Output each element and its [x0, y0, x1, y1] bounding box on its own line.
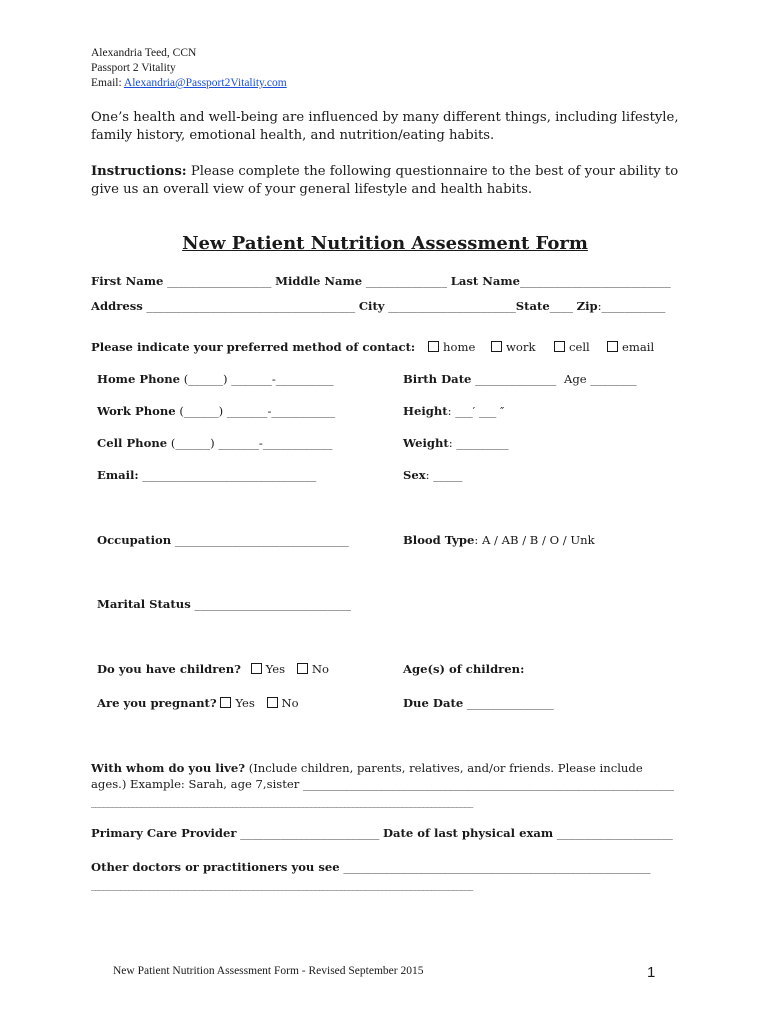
children-no-label: No [311, 662, 329, 676]
form-title: New Patient Nutrition Assessment Form [182, 233, 588, 254]
height-field[interactable]: : ___′ ___ ″ [447, 404, 505, 418]
other-doctors-field[interactable]: _____________________________________________________ [339, 860, 651, 874]
cell-phone-label: Cell Phone [97, 436, 168, 450]
contact-method-label: Please indicate your preferred method of contact: [91, 340, 416, 354]
primary-care-label: Primary Care Provider [91, 826, 237, 840]
blood-type-label: Blood Type [403, 533, 475, 547]
first-name-field[interactable]: __________________ [163, 274, 276, 288]
pregnant-row [97, 696, 299, 710]
company-name: Passport 2 Vitality [91, 62, 176, 74]
other-doctors-row [91, 860, 651, 874]
height-label: Height [403, 404, 448, 418]
occupation-row [97, 533, 349, 547]
other-doctors-label: Other doctors or practitioners you see [91, 860, 340, 874]
contact-option-label: home [443, 340, 476, 354]
address-label: Address [91, 299, 143, 313]
zip-field[interactable]: :___________ [597, 299, 666, 313]
address-row [91, 299, 665, 313]
checkbox-icon[interactable] [267, 697, 278, 708]
primary-care-field[interactable]: ________________________ [236, 826, 383, 840]
cell-phone-field[interactable]: (______) _______-____________ [167, 436, 333, 450]
email-label: Email: [91, 77, 122, 89]
middle-name-field[interactable]: ______________ [362, 274, 451, 288]
checkbox-icon[interactable] [554, 341, 565, 352]
age-field[interactable]: Age ________ [564, 372, 637, 386]
state-field[interactable]: ____ [549, 299, 577, 313]
live-with-row [91, 761, 643, 775]
children-row [97, 662, 329, 676]
checkbox-icon[interactable] [428, 341, 439, 352]
physical-exam-field[interactable]: ____________________ [553, 826, 673, 840]
work-phone-label: Work Phone [97, 404, 176, 418]
page-footer: New Patient Nutrition Assessment Form - Revised September 2015 [113, 965, 424, 977]
marital-status-row [97, 597, 351, 611]
primary-care-row [91, 826, 673, 840]
blood-type-options[interactable]: : A / AB / B / O / Unk [474, 533, 595, 547]
email-field[interactable]: ______________________________ [138, 468, 317, 482]
birth-date-label: Birth Date [403, 372, 472, 386]
birth-date-row [403, 372, 556, 386]
marital-status-label: Marital Status [97, 597, 191, 611]
home-phone-label: Home Phone [97, 372, 181, 386]
occupation-label: Occupation [97, 533, 172, 547]
marital-status-field[interactable]: ___________________________ [190, 597, 351, 611]
intro-paragraph: One’s health and well-being are influenced by many different things, including lifestyle, family history, emotional health, and nutrition/eating habits. [91, 110, 679, 143]
city-label: City [358, 299, 385, 313]
contact-option-home[interactable] [428, 340, 475, 354]
sex-row [403, 468, 462, 482]
email-line [91, 76, 287, 90]
weight-label: Weight [403, 436, 449, 450]
work-phone-row [97, 404, 335, 418]
live-with-note: (Include children, parents, relatives, and/or friends. Please include [245, 761, 643, 775]
pregnant-question: Are you pregnant? [97, 696, 217, 710]
contact-option-label: cell [569, 340, 590, 354]
sex-label: Sex [403, 468, 426, 482]
children-ages-label: Age(s) of children: [403, 662, 525, 676]
blood-type-row [403, 533, 595, 547]
email-link[interactable]: Alexandria@Passport2Vitality.com [123, 77, 287, 89]
home-phone-row [97, 372, 334, 386]
checkbox-icon[interactable] [220, 697, 231, 708]
pregnant-no-label: No [281, 696, 299, 710]
checkbox-icon[interactable] [491, 341, 502, 352]
first-name-label: First Name [91, 274, 164, 288]
instructions-label: Instructions: [91, 164, 187, 179]
live-with-extra-line[interactable]: ____________________________________________________________________________________________ [91, 797, 473, 808]
home-phone-field[interactable]: (______) _______-__________ [180, 372, 334, 386]
zip-label: Zip [576, 299, 598, 313]
address-field[interactable]: ____________________________________ [142, 299, 359, 313]
checkbox-icon[interactable] [297, 663, 308, 674]
contact-option-cell[interactable] [554, 340, 590, 354]
checkbox-icon[interactable] [251, 663, 262, 674]
birth-date-field[interactable]: ______________ [471, 372, 557, 386]
contact-option-label: email [622, 340, 655, 354]
last-name-label: Last Name [450, 274, 521, 288]
email-field-label: Email: [97, 468, 139, 482]
children-yes-label: Yes [265, 662, 286, 676]
state-label: State [515, 299, 550, 313]
weight-row [403, 436, 509, 450]
contact-option-work[interactable] [491, 340, 535, 354]
live-with-question: With whom do you live? [91, 761, 246, 775]
checkbox-icon[interactable] [607, 341, 618, 352]
weight-field[interactable]: : _________ [448, 436, 509, 450]
contact-option-label: work [506, 340, 536, 354]
work-phone-field[interactable]: (______) _______-___________ [175, 404, 336, 418]
author-name: Alexandria Teed, CCN [91, 47, 197, 59]
sex-field[interactable]: : _____ [425, 468, 463, 482]
email-row [97, 468, 316, 482]
page-number: 1 [647, 964, 656, 981]
last-name-field[interactable]: __________________________ [520, 274, 671, 288]
cell-phone-row [97, 436, 332, 450]
instructions-text: Please complete the following questionnaire to the best of your ability to give us an overall view of your general lifestyle and health habits. [91, 164, 679, 197]
city-field[interactable]: ______________________ [384, 299, 516, 313]
height-row [403, 404, 504, 418]
occupation-field[interactable]: ______________________________ [171, 533, 349, 547]
other-doctors-extra-line[interactable]: ____________________________________________________________________________________________ [91, 880, 473, 891]
children-question: Do you have children? [97, 662, 241, 676]
contact-option-email[interactable] [607, 340, 654, 354]
due-date-row [403, 696, 554, 710]
physical-exam-label: Date of last physical exam [382, 826, 554, 840]
instructions-paragraph [91, 163, 691, 199]
live-with-field[interactable]: ages.) Example: Sarah, age 7,sister ________________________________________________________________ [91, 777, 674, 791]
due-date-label: Due Date [403, 696, 464, 710]
pregnant-yes-label: Yes [235, 696, 255, 710]
middle-name-label: Middle Name [275, 274, 363, 288]
name-row [91, 274, 671, 288]
due-date-field[interactable]: _______________ [463, 696, 554, 710]
